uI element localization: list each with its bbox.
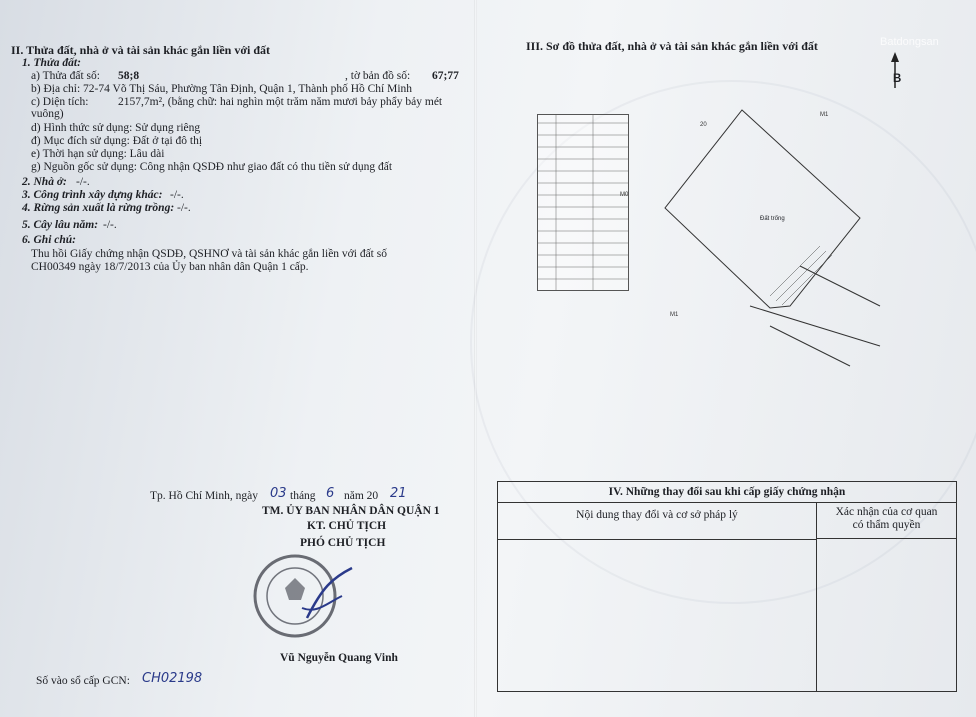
section-2-title: II. Thửa đất, nhà ở và tài sản khác gắn liền với đất — [11, 43, 271, 57]
date-day: 03 — [270, 486, 287, 501]
changes-col-confirm — [817, 503, 956, 539]
map-sheet-number: 67;77 — [432, 70, 459, 82]
date-month: 6 — [326, 486, 335, 501]
item-5-value: -/-. — [103, 219, 117, 231]
item-3-title: 3. Công trình xây dựng khác: — [22, 189, 163, 201]
signer-role-2: PHÓ CHỦ TỊCH — [300, 537, 386, 549]
item-6-title: 6. Ghi chú: — [22, 234, 76, 246]
area-value-cont: vuông) — [31, 108, 64, 120]
item-2-value: -/-. — [76, 176, 90, 188]
note-line-2: CH00349 ngày 18/7/2013 của Ủy ban nhân dân Quận 1 cấp. — [31, 261, 309, 273]
date-year-label: năm 20 — [344, 490, 379, 502]
usage-term: e) Thời hạn sử dụng: Lâu dài — [31, 148, 165, 160]
item-4-title: 4. Rừng sản xuất là rừng trồng: — [22, 202, 175, 214]
usage-origin: g) Nguồn gốc sử dụng: Công nhận QSDĐ như giao đất có thu tiền sử dụng đất — [31, 161, 393, 173]
area-value: 2157,7m², (bằng chữ: hai nghìn một trăm năm mươi bảy phẩy bảy mét — [118, 96, 443, 108]
svg-text:M1: M1 — [670, 312, 679, 318]
note-line-1: Thu hồi Giấy chứng nhận QSDĐ, QSHNƠ và tài sản khác gắn liền với đất số — [31, 248, 387, 260]
item-4-value: -/-. — [177, 202, 191, 214]
date-year: 21 — [390, 486, 407, 501]
date-month-label: tháng — [290, 490, 316, 502]
usage-form: d) Hình thức sử dụng: Sử dụng riêng — [31, 122, 201, 134]
svg-text:M1: M1 — [820, 112, 829, 118]
svg-text:M0: M0 — [620, 192, 629, 198]
changes-col-confirm-1: Xác nhận của cơ quan — [835, 506, 938, 518]
lot-label: Đất trống — [760, 216, 785, 222]
north-letter: B — [893, 73, 902, 85]
item-1-title: 1. Thửa đất: — [22, 57, 81, 69]
parcel-diagram — [520, 96, 900, 376]
item-2-title: 2. Nhà ở: — [22, 176, 67, 188]
parcel-label: a) Thửa đất số: — [31, 70, 100, 82]
page-fold — [474, 0, 477, 717]
changes-col-content: Nội dung thay đổi và cơ sở pháp lý — [498, 503, 817, 540]
area-label: c) Diện tích: — [31, 96, 89, 108]
svg-text:20: 20 — [700, 122, 707, 128]
official-stamp-icon — [247, 548, 357, 644]
changes-col-confirm-2: có thẩm quyền — [852, 519, 921, 531]
signer-name: Vũ Nguyễn Quang Vinh — [280, 652, 398, 664]
parcel-number: 58;8 — [118, 70, 140, 82]
usage-purpose: đ) Mục đích sử dụng: Đất ở tại đô thị — [31, 135, 203, 147]
item-5-title: 5. Cây lâu năm: — [22, 219, 99, 231]
changes-table-divider — [816, 539, 817, 691]
north-arrow-icon — [880, 50, 910, 90]
item-3-value: -/-. — [170, 189, 184, 201]
watermark: Batdongsan — [880, 36, 939, 48]
date-prefix: Tp. Hồ Chí Minh, ngày — [150, 490, 258, 502]
gcn-label: Số vào sổ cấp GCN: — [36, 675, 130, 687]
map-sheet-label: , tờ bản đồ số: — [345, 70, 411, 82]
signer-role-1: KT. CHỦ TỊCH — [307, 520, 387, 532]
signer-org: TM. ỦY BAN NHÂN DÂN QUẬN 1 — [262, 505, 440, 517]
changes-table — [497, 481, 957, 692]
address-line: b) Địa chỉ: 72-74 Võ Thị Sáu, Phường Tân Định, Quận 1, Thành phố Hồ Chí Minh — [31, 83, 413, 95]
section-3-title: III. Sơ đồ thửa đất, nhà ở và tài sản khác gắn liền với đất — [526, 39, 818, 53]
gcn-number: CH02198 — [142, 671, 203, 686]
changes-table-title: IV. Những thay đổi sau khi cấp giấy chứng nhận — [498, 482, 956, 503]
